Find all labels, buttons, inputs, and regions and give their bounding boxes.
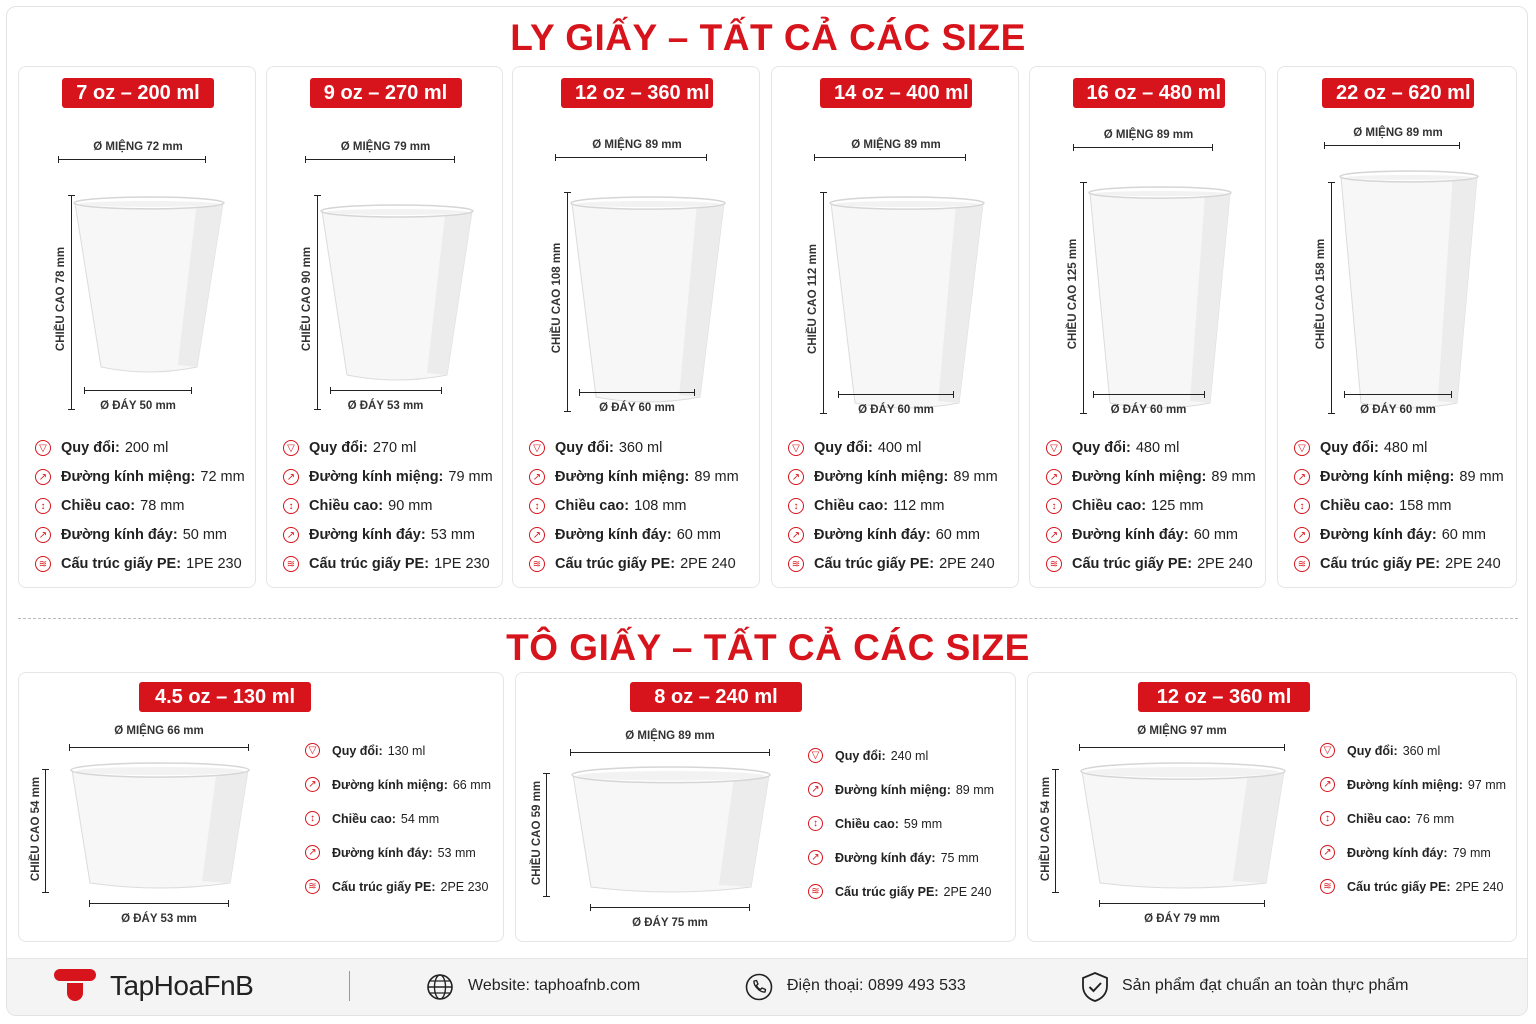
spec-value: 76 mm (1415, 811, 1455, 826)
spec-label: Cấu trúc giấy PE: (309, 556, 430, 572)
spec-label: Đường kính đáy: (835, 850, 936, 865)
size-badge: 7 oz – 200 ml (62, 78, 214, 108)
spec-top (35, 469, 245, 485)
diameter-icon: ↗ (788, 469, 804, 485)
spec-paper (1320, 879, 1503, 894)
spec-label: Đường kính đáy: (555, 527, 672, 543)
bottom-diameter-label: Ø ĐÁY 60 mm (858, 404, 934, 416)
phone-icon (745, 973, 773, 1001)
cup-card (1277, 66, 1517, 588)
spec-label: Đường kính miệng: (555, 469, 690, 485)
top-diameter-line (1324, 145, 1460, 146)
height-icon: ↕ (305, 811, 320, 826)
spec-value: 53 mm (437, 845, 476, 860)
top-diameter-line (555, 157, 707, 158)
spec-label: Cấu trúc giấy PE: (814, 556, 935, 572)
spec-label: Đường kính đáy: (1320, 527, 1437, 543)
spec-label: Quy đổi: (555, 440, 614, 456)
brand-name: TapHoaFnB (110, 970, 254, 1001)
spec-top (1294, 469, 1504, 485)
spec-volume (283, 440, 416, 456)
spec-label: Chiều cao: (555, 498, 630, 514)
diameter-icon: ↗ (529, 469, 545, 485)
cup-image (72, 195, 226, 380)
diameter-icon: ↗ (283, 469, 299, 485)
spec-value: 240 ml (890, 748, 929, 763)
spec-value: 97 mm (1467, 777, 1507, 792)
spec-label: Đường kính miệng: (1072, 469, 1207, 485)
spec-bottom (529, 527, 721, 543)
section-divider (18, 618, 1518, 619)
spec-top (808, 782, 994, 797)
spec-paper (788, 556, 995, 572)
spec-height (35, 498, 184, 514)
spec-value: 2PE 240 (680, 556, 736, 572)
spec-value: 75 mm (940, 850, 979, 865)
spec-label: Cấu trúc giấy PE: (332, 879, 436, 894)
size-badge: 4.5 oz – 130 ml (139, 682, 311, 712)
size-badge: 12 oz – 360 ml (1138, 682, 1310, 712)
bowl-card (18, 672, 504, 942)
bottom-diameter-line (1093, 394, 1205, 395)
footer-safety: Sản phẩm đạt chuẩn an toàn thực phẩm (1122, 977, 1409, 994)
diameter-icon: ↗ (1046, 469, 1062, 485)
layers-icon: ≋ (305, 879, 320, 894)
diameter-icon: ↗ (808, 782, 823, 797)
globe-icon (426, 973, 454, 1001)
height-line (1055, 769, 1056, 893)
height-line (567, 192, 568, 412)
height-label: CHIỀU CAO 125 mm (1067, 238, 1079, 350)
height-label: CHIỀU CAO 158 mm (1315, 238, 1327, 350)
height-label: CHIỀU CAO 90 mm (301, 246, 313, 351)
bottom-diameter-label: Ø ĐÁY 60 mm (1110, 404, 1187, 416)
cup-card (771, 66, 1019, 588)
spec-value: 89 mm (1459, 469, 1504, 485)
top-diameter-line (1079, 747, 1285, 748)
bottom-diameter-label: Ø ĐÁY 60 mm (599, 402, 675, 414)
cup-icon: ▽ (283, 440, 299, 456)
layers-icon: ≋ (35, 556, 51, 572)
cup-icon: ▽ (1320, 743, 1335, 758)
height-icon: ↕ (1294, 498, 1310, 514)
layers-icon: ≋ (1046, 556, 1062, 572)
cup-card (1029, 66, 1266, 588)
spec-value: 79 mm (448, 469, 493, 485)
spec-paper (529, 556, 736, 572)
cup-image (1087, 185, 1233, 416)
spec-label: Quy đổi: (61, 440, 120, 456)
spec-value: 89 mm (694, 469, 739, 485)
spec-label: Chiều cao: (835, 816, 899, 831)
bowls-title: TÔ GIẤY – TẤT CẢ CÁC SIZE (506, 627, 1030, 668)
height-line (317, 195, 318, 410)
height-icon: ↕ (35, 498, 51, 514)
spec-label: Quy đổi: (1072, 440, 1131, 456)
spec-label: Đường kính đáy: (814, 527, 931, 543)
spec-value: 480 ml (1383, 440, 1428, 456)
spec-bottom (35, 527, 227, 543)
spec-value: 112 mm (893, 498, 945, 514)
height-icon: ↕ (808, 816, 823, 831)
bottom-diameter-label: Ø ĐÁY 75 mm (632, 917, 708, 929)
spec-label: Đường kính đáy: (1072, 527, 1189, 543)
spec-label: Đường kính đáy: (1347, 845, 1448, 860)
top-diameter-line (570, 752, 770, 753)
diameter-icon: ↗ (1320, 845, 1335, 860)
spec-height (788, 498, 944, 514)
spec-label: Quy đổi: (309, 440, 368, 456)
bottom-diameter-line (84, 390, 192, 391)
top-diameter-line (814, 157, 966, 158)
cup-icon: ▽ (808, 748, 823, 763)
spec-volume (1320, 743, 1440, 758)
bottom-diameter-label: Ø ĐÁY 53 mm (121, 913, 197, 925)
height-label: CHIỀU CAO 112 mm (807, 244, 819, 354)
spec-paper (1046, 556, 1253, 572)
footer-separator (349, 971, 350, 1001)
spec-label: Quy đổi: (332, 743, 383, 758)
spec-label: Cấu trúc giấy PE: (835, 884, 939, 899)
spec-value: 108 mm (634, 498, 687, 514)
spec-bottom (1294, 527, 1486, 543)
spec-label: Cấu trúc giấy PE: (555, 556, 676, 572)
spec-value: 2PE 240 (943, 884, 992, 899)
spec-value: 72 mm (200, 469, 245, 485)
height-icon: ↕ (788, 498, 804, 514)
size-badge: 12 oz – 360 ml (561, 78, 713, 108)
size-badge: 9 oz – 270 ml (310, 78, 462, 108)
bottom-diameter-line (1344, 394, 1452, 395)
spec-value: 1PE 230 (434, 556, 490, 572)
height-line (1331, 182, 1332, 414)
height-label: CHIỀU CAO 54 mm (1040, 776, 1052, 882)
spec-label: Cấu trúc giấy PE: (1320, 556, 1441, 572)
height-label: CHIỀU CAO 54 mm (30, 776, 42, 882)
spec-bottom (1046, 527, 1238, 543)
spec-value: 200 ml (124, 440, 169, 456)
diameter-icon: ↗ (283, 527, 299, 543)
bottom-diameter-line (330, 390, 442, 391)
diameter-icon: ↗ (35, 527, 51, 543)
bowl-card (1027, 672, 1517, 942)
spec-label: Đường kính miệng: (835, 782, 951, 797)
size-badge: 14 oz – 400 ml (820, 78, 972, 108)
spec-label: Chiều cao: (814, 498, 889, 514)
bottom-diameter-label: Ø ĐÁY 50 mm (100, 400, 176, 412)
spec-label: Quy đổi: (814, 440, 873, 456)
height-label: CHIỀU CAO 78 mm (55, 246, 67, 351)
spec-label: Đường kính miệng: (1320, 469, 1455, 485)
spec-volume (1046, 440, 1179, 456)
diameter-icon: ↗ (305, 845, 320, 860)
spec-paper (283, 556, 490, 572)
cup-icon: ▽ (529, 440, 545, 456)
bowl-image (67, 761, 253, 896)
bottom-diameter-line (1099, 903, 1265, 904)
spec-bottom (788, 527, 980, 543)
size-badge: 16 oz – 480 ml (1073, 78, 1225, 108)
bottom-diameter-line (590, 907, 750, 908)
spec-value: 1PE 230 (186, 556, 242, 572)
spec-value: 89 mm (953, 469, 998, 485)
spec-value: 158 mm (1399, 498, 1452, 514)
spec-value: 270 ml (372, 440, 417, 456)
diameter-icon: ↗ (808, 850, 823, 865)
top-diameter-label: Ø MIỆNG 89 mm (1353, 127, 1443, 139)
spec-height (1320, 811, 1454, 826)
cup-image (319, 203, 475, 388)
cups-title: LY GIẤY – TẤT CẢ CÁC SIZE (510, 17, 1026, 58)
height-label: CHIỀU CAO 59 mm (531, 780, 543, 886)
diameter-icon: ↗ (1294, 469, 1310, 485)
spec-volume (1294, 440, 1427, 456)
bowl-image (1077, 761, 1289, 896)
top-diameter-line (1073, 147, 1213, 148)
height-line (823, 192, 824, 414)
top-diameter-label: Ø MIỆNG 89 mm (592, 139, 682, 151)
top-diameter-line (58, 159, 206, 160)
spec-label: Quy đổi: (835, 748, 886, 763)
spec-label: Đường kính đáy: (61, 527, 178, 543)
diameter-icon: ↗ (35, 469, 51, 485)
spec-bottom (283, 527, 475, 543)
spec-height (1294, 498, 1452, 514)
cup-image (1338, 169, 1480, 416)
spec-paper (1294, 556, 1501, 572)
spec-value: 2PE 240 (939, 556, 995, 572)
spec-volume (35, 440, 168, 456)
top-diameter-label: Ø MIỆNG 89 mm (851, 139, 941, 151)
spec-value: 60 mm (676, 527, 722, 543)
spec-value: 360 ml (618, 440, 663, 456)
diameter-icon: ↗ (529, 527, 545, 543)
bottom-diameter-line (89, 903, 229, 904)
spec-value: 50 mm (182, 527, 228, 543)
diameter-icon: ↗ (1046, 527, 1062, 543)
spec-value: 79 mm (1452, 845, 1491, 860)
spec-height (305, 811, 439, 826)
spec-label: Quy đổi: (1320, 440, 1379, 456)
height-line (1083, 182, 1084, 414)
spec-label: Chiều cao: (332, 811, 396, 826)
spec-top (788, 469, 998, 485)
diameter-icon: ↗ (305, 777, 320, 792)
spec-bottom (808, 850, 979, 865)
spec-paper (305, 879, 488, 894)
spec-volume (305, 743, 425, 758)
height-icon: ↕ (1320, 811, 1335, 826)
spec-value: 2PE 230 (440, 879, 489, 894)
bottom-diameter-line (579, 392, 695, 393)
spec-volume (788, 440, 921, 456)
spec-value: 59 mm (903, 816, 943, 831)
top-diameter-label: Ø MIỆNG 66 mm (114, 725, 204, 737)
spec-label: Đường kính miệng: (1347, 777, 1463, 792)
shield-check-icon (1080, 971, 1110, 1003)
height-icon: ↕ (283, 498, 299, 514)
cup-icon: ▽ (305, 743, 320, 758)
layers-icon: ≋ (1294, 556, 1310, 572)
cup-card (18, 66, 256, 588)
cup-image (828, 195, 986, 416)
spec-top (283, 469, 493, 485)
spec-paper (35, 556, 242, 572)
spec-label: Đường kính đáy: (309, 527, 426, 543)
spec-value: 53 mm (430, 527, 476, 543)
spec-label: Đường kính miệng: (332, 777, 448, 792)
bottom-diameter-label: Ø ĐÁY 60 mm (1360, 404, 1436, 416)
spec-value: 130 ml (387, 743, 426, 758)
cup-icon: ▽ (1046, 440, 1062, 456)
bottom-diameter-label: Ø ĐÁY 53 mm (347, 400, 424, 412)
spec-label: Cấu trúc giấy PE: (61, 556, 182, 572)
spec-height (283, 498, 432, 514)
height-line (71, 195, 72, 410)
spec-label: Chiều cao: (61, 498, 136, 514)
spec-paper (808, 884, 991, 899)
top-diameter-label: Ø MIỆNG 79 mm (340, 141, 431, 153)
layers-icon: ≋ (529, 556, 545, 572)
spec-value: 78 mm (140, 498, 185, 514)
height-label: CHIỀU CAO 108 mm (551, 242, 563, 354)
spec-label: Quy đổi: (1347, 743, 1398, 758)
spec-bottom (1320, 845, 1491, 860)
bottom-diameter-line (838, 394, 954, 395)
spec-height (529, 498, 687, 514)
spec-label: Chiều cao: (309, 498, 384, 514)
spec-value: 480 ml (1135, 440, 1180, 456)
spec-label: Đường kính miệng: (61, 469, 196, 485)
layers-icon: ≋ (1320, 879, 1335, 894)
cup-card (512, 66, 760, 588)
height-icon: ↕ (1046, 498, 1062, 514)
spec-label: Chiều cao: (1320, 498, 1395, 514)
size-badge: 22 oz – 620 ml (1322, 78, 1474, 108)
spec-label: Đường kính miệng: (309, 469, 444, 485)
spec-label: Cấu trúc giấy PE: (1072, 556, 1193, 572)
spec-label: Cấu trúc giấy PE: (1347, 879, 1451, 894)
top-diameter-label: Ø MIỆNG 72 mm (93, 141, 183, 153)
spec-value: 2PE 240 (1445, 556, 1501, 572)
spec-volume (529, 440, 662, 456)
spec-value: 60 mm (935, 527, 981, 543)
height-icon: ↕ (529, 498, 545, 514)
spec-value: 60 mm (1193, 527, 1239, 543)
layers-icon: ≋ (808, 884, 823, 899)
spec-top (1046, 469, 1256, 485)
spec-value: 125 mm (1151, 498, 1204, 514)
spec-top (529, 469, 739, 485)
spec-value: 2PE 240 (1455, 879, 1504, 894)
cup-icon: ▽ (35, 440, 51, 456)
top-diameter-line (69, 747, 249, 748)
spec-top (1320, 777, 1506, 792)
cup-icon: ▽ (788, 440, 804, 456)
spec-bottom (305, 845, 476, 860)
spec-top (305, 777, 491, 792)
brand-logo-icon (53, 967, 97, 1007)
spec-volume (808, 748, 928, 763)
bowl-card (515, 672, 1016, 942)
spec-label: Đường kính đáy: (332, 845, 433, 860)
spec-value: 54 mm (400, 811, 440, 826)
cup-icon: ▽ (1294, 440, 1310, 456)
spec-height (808, 816, 942, 831)
spec-value: 2PE 240 (1197, 556, 1253, 572)
height-line (546, 773, 547, 897)
spec-label: Chiều cao: (1347, 811, 1411, 826)
footer (7, 958, 1527, 1015)
spec-value: 90 mm (388, 498, 433, 514)
spec-value: 60 mm (1441, 527, 1487, 543)
footer-phone[interactable]: Điện thoại: 0899 493 533 (787, 977, 966, 994)
spec-value: 89 mm (1211, 469, 1256, 485)
top-diameter-label: Ø MIỆNG 89 mm (625, 730, 715, 742)
spec-label: Chiều cao: (1072, 498, 1147, 514)
layers-icon: ≋ (788, 556, 804, 572)
spec-label: Đường kính miệng: (814, 469, 949, 485)
top-diameter-line (305, 159, 455, 160)
bowl-image (568, 765, 774, 900)
top-diameter-label: Ø MIỆNG 97 mm (1137, 725, 1227, 737)
layers-icon: ≋ (283, 556, 299, 572)
cup-card (266, 66, 503, 588)
diameter-icon: ↗ (788, 527, 804, 543)
top-diameter-label: Ø MIỆNG 89 mm (1103, 129, 1194, 141)
height-line (45, 769, 46, 893)
footer-website[interactable]: Website: taphoafnb.com (468, 977, 641, 994)
diameter-icon: ↗ (1294, 527, 1310, 543)
size-badge: 8 oz – 240 ml (630, 682, 802, 712)
spec-value: 66 mm (452, 777, 492, 792)
cup-image (569, 195, 727, 410)
spec-value: 400 ml (877, 440, 922, 456)
diameter-icon: ↗ (1320, 777, 1335, 792)
spec-value: 89 mm (955, 782, 995, 797)
spec-value: 360 ml (1402, 743, 1441, 758)
spec-height (1046, 498, 1204, 514)
bottom-diameter-label: Ø ĐÁY 79 mm (1144, 913, 1220, 925)
